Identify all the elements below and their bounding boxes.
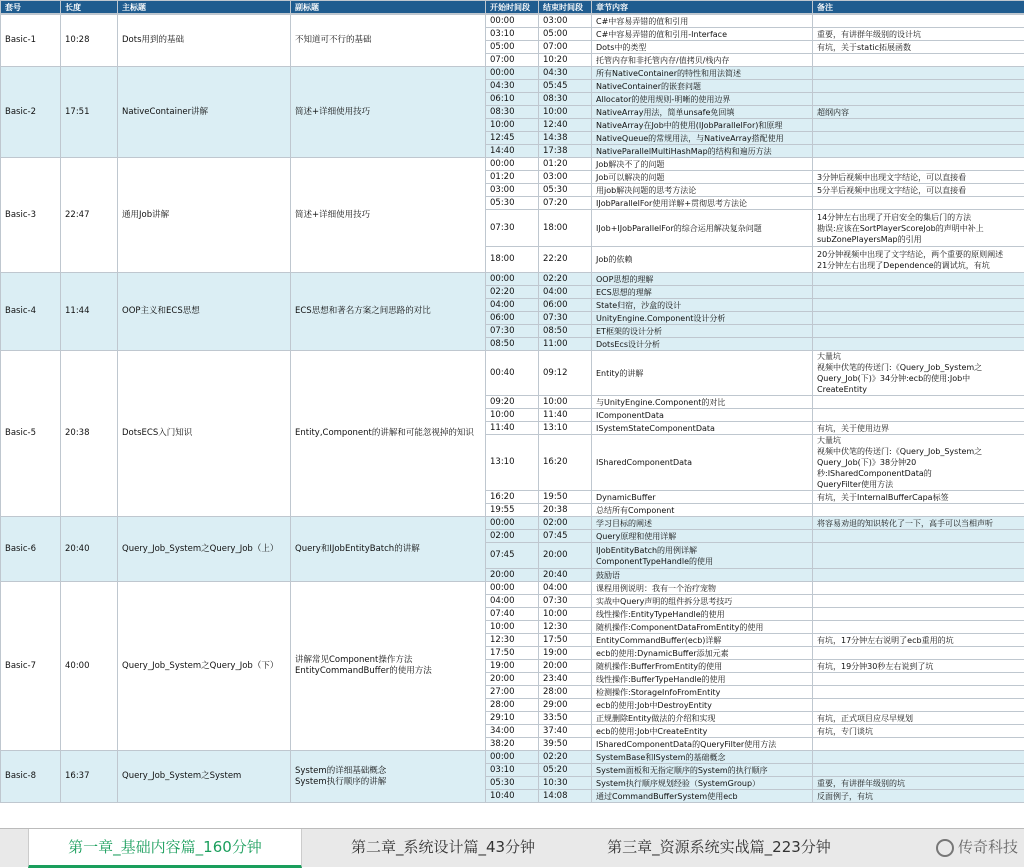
note-cell[interactable]	[813, 504, 1024, 517]
start-time-cell[interactable]: 05:00	[486, 41, 539, 54]
note-cell[interactable]	[813, 621, 1024, 634]
header-cell[interactable]: 副标题	[291, 1, 486, 14]
note-cell[interactable]	[813, 543, 1024, 569]
start-time-cell[interactable]: 01:20	[486, 171, 539, 184]
note-cell[interactable]	[813, 312, 1024, 325]
content-cell[interactable]: NativeParallelMultiHashMap的结构和遍历方法	[592, 145, 813, 158]
content-cell[interactable]: IJob+IJobParallelFor的综合运用解决复杂问题	[592, 210, 813, 247]
note-cell[interactable]	[813, 80, 1024, 93]
note-cell[interactable]	[813, 93, 1024, 106]
content-cell[interactable]: UnityEngine.Component设计分析	[592, 312, 813, 325]
content-cell[interactable]: SystemBase和ISystem的基础概念	[592, 751, 813, 764]
start-time-cell[interactable]: 02:20	[486, 286, 539, 299]
table-row	[1, 67, 1024, 80]
group-id-cell[interactable]: Basic-8	[1, 751, 61, 803]
end-time-cell[interactable]: 04:00	[539, 286, 592, 299]
content-cell[interactable]: 课程用例说明：我有一个治疗宠物	[592, 582, 813, 595]
start-time-cell[interactable]: 00:00	[486, 15, 539, 28]
note-cell[interactable]: 反面例子，有坑	[813, 790, 1024, 803]
start-time-cell[interactable]: 06:10	[486, 93, 539, 106]
content-cell[interactable]: Allocator的使用规则-明晰的使用边界	[592, 93, 813, 106]
length-cell[interactable]: 20:38	[61, 351, 118, 517]
header-row	[1, 1, 1024, 14]
watermark	[936, 828, 1018, 866]
content-cell[interactable]: ISharedComponentData的QueryFilter使用方法	[592, 738, 813, 751]
start-time-cell[interactable]: 07:45	[486, 543, 539, 569]
note-cell[interactable]: 3分钟后视频中出现文字结论，可以直接看	[813, 171, 1024, 184]
end-time-cell[interactable]: 04:00	[539, 582, 592, 595]
note-cell[interactable]: 重要，有讲群年级别的设计坑	[813, 28, 1024, 41]
note-cell[interactable]	[813, 595, 1024, 608]
end-time-cell[interactable]: 12:40	[539, 119, 592, 132]
end-time-cell[interactable]: 20:00	[539, 543, 592, 569]
content-cell[interactable]: ISystemStateComponentData	[592, 422, 813, 435]
end-time-cell[interactable]: 06:00	[539, 299, 592, 312]
subtitle-cell[interactable]: Query和IJobEntityBatch的讲解	[291, 517, 486, 582]
length-cell[interactable]: 22:47	[61, 158, 118, 273]
title-cell[interactable]: Dots用到的基础	[118, 15, 291, 67]
content-cell[interactable]: 检测操作:StorageInfoFromEntity	[592, 686, 813, 699]
content-cell[interactable]: IJobEntityBatch的用例详解 ComponentTypeHandle的使用	[592, 543, 813, 569]
course-group	[1, 517, 1024, 582]
start-time-cell[interactable]: 00:00	[486, 158, 539, 171]
note-cell[interactable]: 有坑，关于InternalBufferCapa标签	[813, 491, 1024, 504]
start-time-cell[interactable]: 08:50	[486, 338, 539, 351]
note-cell[interactable]	[813, 54, 1024, 67]
content-cell[interactable]: 托管内存和非托管内存/值拷贝/栈内存	[592, 54, 813, 67]
group-id-cell[interactable]: Basic-3	[1, 158, 61, 273]
start-time-cell[interactable]: 07:40	[486, 608, 539, 621]
start-time-cell[interactable]: 10:00	[486, 621, 539, 634]
content-cell[interactable]: Entity的讲解	[592, 351, 813, 396]
note-cell[interactable]: 将容易劝退的知识转化了一下，高手可以当相声听	[813, 517, 1024, 530]
end-time-cell[interactable]: 20:40	[539, 569, 592, 582]
end-time-cell[interactable]: 02:20	[539, 273, 592, 286]
end-time-cell[interactable]: 28:00	[539, 686, 592, 699]
note-cell[interactable]	[813, 119, 1024, 132]
end-time-cell[interactable]: 18:00	[539, 210, 592, 247]
note-cell[interactable]	[813, 325, 1024, 338]
table-row	[1, 351, 1024, 396]
length-cell[interactable]: 20:40	[61, 517, 118, 582]
title-cell[interactable]: Query_Job_System之Query_Job（下）	[118, 582, 291, 751]
start-time-cell[interactable]: 20:00	[486, 673, 539, 686]
length-cell[interactable]: 11:44	[61, 273, 118, 351]
note-cell[interactable]	[813, 530, 1024, 543]
end-time-cell[interactable]: 14:08	[539, 790, 592, 803]
end-time-cell[interactable]: 23:40	[539, 673, 592, 686]
course-group	[1, 158, 1024, 273]
note-cell[interactable]	[813, 751, 1024, 764]
subtitle-cell[interactable]: Entity,Component的讲解和可能忽视掉的知识	[291, 351, 486, 517]
group-id-cell[interactable]: Basic-7	[1, 582, 61, 751]
end-time-cell[interactable]: 09:12	[539, 351, 592, 396]
sheet-tab-bar	[0, 828, 1024, 867]
content-cell[interactable]: 与UnityEngine.Component的对比	[592, 396, 813, 409]
end-time-cell[interactable]: 01:20	[539, 158, 592, 171]
start-time-cell[interactable]: 13:10	[486, 435, 539, 491]
note-cell[interactable]	[813, 197, 1024, 210]
content-cell[interactable]: System面板和无指定顺序的System的执行顺序	[592, 764, 813, 777]
course-group	[1, 582, 1024, 751]
start-time-cell[interactable]: 07:30	[486, 210, 539, 247]
note-cell[interactable]: 有坑，专门谈坑	[813, 725, 1024, 738]
start-time-cell[interactable]: 05:30	[486, 197, 539, 210]
start-time-cell[interactable]: 34:00	[486, 725, 539, 738]
note-cell[interactable]: 有坑，关于使用边界	[813, 422, 1024, 435]
header-cell[interactable]: 结束时间段	[539, 1, 592, 14]
end-time-cell[interactable]: 05:45	[539, 80, 592, 93]
content-cell[interactable]: ECS思想的理解	[592, 286, 813, 299]
content-cell[interactable]: 通过CommandBufferSystem使用ecb	[592, 790, 813, 803]
start-time-cell[interactable]: 10:00	[486, 119, 539, 132]
content-cell[interactable]: 鼓励语	[592, 569, 813, 582]
end-time-cell[interactable]: 14:38	[539, 132, 592, 145]
end-time-cell[interactable]: 33:50	[539, 712, 592, 725]
note-cell[interactable]	[813, 15, 1024, 28]
note-cell[interactable]	[813, 286, 1024, 299]
content-cell[interactable]: IComponentData	[592, 409, 813, 422]
content-cell[interactable]: NativeQueue的常规用法，与NativeArray搭配使用	[592, 132, 813, 145]
start-time-cell[interactable]: 00:00	[486, 67, 539, 80]
table-row	[1, 751, 1024, 764]
end-time-cell[interactable]: 19:50	[539, 491, 592, 504]
start-time-cell[interactable]: 18:00	[486, 247, 539, 273]
content-cell[interactable]: 学习目标的阐述	[592, 517, 813, 530]
length-cell[interactable]: 10:28	[61, 15, 118, 67]
content-cell[interactable]: DynamicBuffer	[592, 491, 813, 504]
start-time-cell[interactable]: 28:00	[486, 699, 539, 712]
note-cell[interactable]	[813, 699, 1024, 712]
length-cell[interactable]: 16:37	[61, 751, 118, 803]
note-cell[interactable]	[813, 582, 1024, 595]
end-time-cell[interactable]: 17:50	[539, 634, 592, 647]
note-cell[interactable]: 5分半后视频中出现文字结论，可以直接看	[813, 184, 1024, 197]
title-cell[interactable]: OOP主义和ECS思想	[118, 273, 291, 351]
subtitle-cell[interactable]: 简述+详细使用技巧	[291, 67, 486, 158]
start-time-cell[interactable]: 20:00	[486, 569, 539, 582]
end-time-cell[interactable]: 13:10	[539, 422, 592, 435]
content-cell[interactable]: ecb的使用:DynamicBuffer添加元素	[592, 647, 813, 660]
content-cell[interactable]: ecb的使用:Job中DestroyEntity	[592, 699, 813, 712]
content-cell[interactable]: Job可以解决的问题	[592, 171, 813, 184]
content-cell[interactable]: System执行顺序规划经验（SystemGroup）	[592, 777, 813, 790]
content-cell[interactable]: 总结所有Component	[592, 504, 813, 517]
sheet-tab-1[interactable]: 第一章_基础内容篇_160分钟	[28, 829, 302, 868]
end-time-cell[interactable]: 07:45	[539, 530, 592, 543]
start-time-cell[interactable]: 02:00	[486, 530, 539, 543]
content-cell[interactable]: 实战中Query声明的组件拆分思考技巧	[592, 595, 813, 608]
start-time-cell[interactable]: 03:10	[486, 28, 539, 41]
note-cell[interactable]: 14分钟左右出现了开启安全的集后门的方法 勘误:应该在SortPlayerScoreJob的声明中补上 subZonePlayersMap的引用	[813, 210, 1024, 247]
length-cell[interactable]: 40:00	[61, 582, 118, 751]
content-cell[interactable]: NativeContainer的嵌套问题	[592, 80, 813, 93]
course-group	[1, 751, 1024, 803]
end-time-cell[interactable]: 19:00	[539, 647, 592, 660]
start-time-cell[interactable]: 06:00	[486, 312, 539, 325]
start-time-cell[interactable]: 00:40	[486, 351, 539, 396]
note-cell[interactable]: 有坑，17分钟左右说明了ecb重用的坑	[813, 634, 1024, 647]
note-cell[interactable]: 20分钟视频中出现了文字结论，两个重要的原则阐述 21分钟左右出现了Dependence的调试坑，有坑	[813, 247, 1024, 273]
note-cell[interactable]: 有坑，正式项目应尽早规划	[813, 712, 1024, 725]
end-time-cell[interactable]: 10:20	[539, 54, 592, 67]
subtitle-cell[interactable]: 简述+详细使用技巧	[291, 158, 486, 273]
start-time-cell[interactable]: 07:00	[486, 54, 539, 67]
content-cell[interactable]: 用job解决问题的思考方法论	[592, 184, 813, 197]
note-cell[interactable]: 大量坑 视频中伏笔的传送门:《Query_Job_System之 Query_Job(下)》34分钟:ecb的使用:Job中CreateEntity	[813, 351, 1024, 396]
end-time-cell[interactable]: 16:20	[539, 435, 592, 491]
end-time-cell[interactable]: 07:20	[539, 197, 592, 210]
table-row	[1, 517, 1024, 530]
sheet-tab-3[interactable]: 第三章_资源系统实战篇_223分钟	[584, 829, 854, 865]
content-cell[interactable]: OOP思想的理解	[592, 273, 813, 286]
subtitle-cell[interactable]: 不知道可不行的基础	[291, 15, 486, 67]
start-time-cell[interactable]: 10:40	[486, 790, 539, 803]
table-row	[1, 158, 1024, 171]
start-time-cell[interactable]: 08:30	[486, 106, 539, 119]
group-id-cell[interactable]: Basic-6	[1, 517, 61, 582]
note-cell[interactable]	[813, 299, 1024, 312]
note-cell[interactable]	[813, 132, 1024, 145]
content-cell[interactable]: NativeArray在Job中的使用(IJobParallelFor)和原理	[592, 119, 813, 132]
eye-icon	[936, 839, 954, 857]
header-cell[interactable]: 主标题	[118, 1, 291, 14]
content-cell[interactable]: Dots中的类型	[592, 41, 813, 54]
end-time-cell[interactable]: 20:00	[539, 660, 592, 673]
start-time-cell[interactable]: 00:00	[486, 582, 539, 595]
note-cell[interactable]	[813, 686, 1024, 699]
content-cell[interactable]: Job解决不了的问题	[592, 158, 813, 171]
note-cell[interactable]	[813, 647, 1024, 660]
start-time-cell[interactable]: 04:30	[486, 80, 539, 93]
watermark-text: 传奇科技	[958, 838, 1018, 856]
course-body	[0, 14, 1024, 803]
content-cell[interactable]: ET框架的设计分析	[592, 325, 813, 338]
start-time-cell[interactable]: 07:30	[486, 325, 539, 338]
note-cell[interactable]: 大量坑 视频中伏笔的传送门:《Query_Job_System之 Query_Job(下)》38分钟20秒:ISharedComponentData的 QueryFilter使用方法	[813, 435, 1024, 491]
content-cell[interactable]: Job的依赖	[592, 247, 813, 273]
course-group	[1, 351, 1024, 517]
content-cell[interactable]: Query原理和使用详解	[592, 530, 813, 543]
end-time-cell[interactable]: 10:00	[539, 396, 592, 409]
content-cell[interactable]: State归宿，沙盒的设计	[592, 299, 813, 312]
group-id-cell[interactable]: Basic-5	[1, 351, 61, 517]
group-id-cell[interactable]: Basic-4	[1, 273, 61, 351]
start-time-cell[interactable]: 00:00	[486, 517, 539, 530]
start-time-cell[interactable]: 12:30	[486, 634, 539, 647]
course-group	[1, 15, 1024, 67]
content-cell[interactable]: 线性操作:EntityTypeHandle的使用	[592, 608, 813, 621]
length-cell[interactable]: 17:51	[61, 67, 118, 158]
title-cell[interactable]: Query_Job_System之Query_Job（上）	[118, 517, 291, 582]
end-time-cell[interactable]: 10:00	[539, 608, 592, 621]
end-time-cell[interactable]: 39:50	[539, 738, 592, 751]
note-cell[interactable]	[813, 764, 1024, 777]
note-cell[interactable]: 有坑，19分钟30秒左右说到了坑	[813, 660, 1024, 673]
note-cell[interactable]: 有坑，关于static拓展函数	[813, 41, 1024, 54]
title-cell[interactable]: DotsECS入门知识	[118, 351, 291, 517]
end-time-cell[interactable]: 03:00	[539, 171, 592, 184]
start-time-cell[interactable]: 09:20	[486, 396, 539, 409]
note-cell[interactable]	[813, 67, 1024, 80]
subtitle-cell[interactable]: System的详细基础概念 System执行顺序的讲解	[291, 751, 486, 803]
end-time-cell[interactable]: 02:00	[539, 517, 592, 530]
end-time-cell[interactable]: 05:20	[539, 764, 592, 777]
subtitle-cell[interactable]: 讲解常见Component操作方法 EntityCommandBuffer的使用方法	[291, 582, 486, 751]
start-time-cell[interactable]: 19:00	[486, 660, 539, 673]
note-cell[interactable]	[813, 409, 1024, 422]
end-time-cell[interactable]: 08:50	[539, 325, 592, 338]
start-time-cell[interactable]: 27:00	[486, 686, 539, 699]
content-cell[interactable]: C#中容易弄错的值和引用	[592, 15, 813, 28]
end-time-cell[interactable]: 07:30	[539, 595, 592, 608]
table-row	[1, 273, 1024, 286]
end-time-cell[interactable]: 20:38	[539, 504, 592, 517]
course-group	[1, 67, 1024, 158]
header-cell[interactable]: 开始时间段	[486, 1, 539, 14]
end-time-cell[interactable]: 07:30	[539, 312, 592, 325]
start-time-cell[interactable]: 17:50	[486, 647, 539, 660]
end-time-cell[interactable]: 05:00	[539, 28, 592, 41]
start-time-cell[interactable]: 16:20	[486, 491, 539, 504]
end-time-cell[interactable]: 10:00	[539, 106, 592, 119]
end-time-cell[interactable]: 03:00	[539, 15, 592, 28]
table-row	[1, 582, 1024, 595]
note-cell[interactable]	[813, 396, 1024, 409]
sheet-tab-2[interactable]: 第二章_系统设计篇_43分钟	[318, 829, 568, 865]
start-time-cell[interactable]: 03:10	[486, 764, 539, 777]
start-time-cell[interactable]: 29:10	[486, 712, 539, 725]
end-time-cell[interactable]: 08:30	[539, 93, 592, 106]
start-time-cell[interactable]: 14:40	[486, 145, 539, 158]
header-cell[interactable]: 章节内容	[592, 1, 813, 14]
title-cell[interactable]: Query_Job_System之System	[118, 751, 291, 803]
note-cell[interactable]: 超纲内容	[813, 106, 1024, 119]
start-time-cell[interactable]: 00:00	[486, 751, 539, 764]
content-cell[interactable]: C#中容易弄错的值和引用-Interface	[592, 28, 813, 41]
subtitle-cell[interactable]: ECS思想和著名方案之间思路的对比	[291, 273, 486, 351]
end-time-cell[interactable]: 22:20	[539, 247, 592, 273]
header-cell[interactable]: 套号	[1, 1, 61, 14]
note-cell[interactable]: 重要，有讲群年级别的坑	[813, 777, 1024, 790]
header-cell[interactable]: 长度	[61, 1, 118, 14]
content-cell[interactable]: 正规删除Entity做法的介绍和实现	[592, 712, 813, 725]
note-cell[interactable]	[813, 569, 1024, 582]
end-time-cell[interactable]: 05:30	[539, 184, 592, 197]
content-cell[interactable]: NativeArray用法，简单unsafe免回填	[592, 106, 813, 119]
note-cell[interactable]	[813, 608, 1024, 621]
start-time-cell[interactable]: 10:00	[486, 409, 539, 422]
start-time-cell[interactable]: 03:00	[486, 184, 539, 197]
end-time-cell[interactable]: 07:00	[539, 41, 592, 54]
content-cell[interactable]: 所有NativeContainer的特性和用法简述	[592, 67, 813, 80]
end-time-cell[interactable]: 04:30	[539, 67, 592, 80]
end-time-cell[interactable]: 10:30	[539, 777, 592, 790]
start-time-cell[interactable]: 04:00	[486, 595, 539, 608]
end-time-cell[interactable]: 11:00	[539, 338, 592, 351]
start-time-cell[interactable]: 19:55	[486, 504, 539, 517]
end-time-cell[interactable]: 37:40	[539, 725, 592, 738]
content-cell[interactable]: 随机操作:BufferFromEntity的使用	[592, 660, 813, 673]
content-cell[interactable]: 线性操作:BufferTypeHandle的使用	[592, 673, 813, 686]
start-time-cell[interactable]: 12:45	[486, 132, 539, 145]
note-cell[interactable]	[813, 673, 1024, 686]
content-cell[interactable]: ecb的使用:Job中CreateEntity	[592, 725, 813, 738]
start-time-cell[interactable]: 00:00	[486, 273, 539, 286]
header-cell[interactable]: 备注	[813, 1, 1024, 14]
course-group	[1, 273, 1024, 351]
start-time-cell[interactable]: 04:00	[486, 299, 539, 312]
end-time-cell[interactable]: 29:00	[539, 699, 592, 712]
content-cell[interactable]: IJobParallelFor使用详解+贯彻思考方法论	[592, 197, 813, 210]
start-time-cell[interactable]: 38:20	[486, 738, 539, 751]
end-time-cell[interactable]: 12:30	[539, 621, 592, 634]
note-cell[interactable]	[813, 145, 1024, 158]
content-cell[interactable]: ISharedComponentData	[592, 435, 813, 491]
end-time-cell[interactable]: 11:40	[539, 409, 592, 422]
note-cell[interactable]	[813, 338, 1024, 351]
group-id-cell[interactable]: Basic-2	[1, 67, 61, 158]
end-time-cell[interactable]: 02:20	[539, 751, 592, 764]
content-cell[interactable]: DotsEcs设计分析	[592, 338, 813, 351]
title-cell[interactable]: 通用Job讲解	[118, 158, 291, 273]
course-table	[0, 0, 1024, 14]
group-id-cell[interactable]: Basic-1	[1, 15, 61, 67]
table-row	[1, 15, 1024, 28]
content-cell[interactable]: 随机操作:ComponentDataFromEntity的使用	[592, 621, 813, 634]
note-cell[interactable]	[813, 273, 1024, 286]
end-time-cell[interactable]: 17:38	[539, 145, 592, 158]
start-time-cell[interactable]: 05:30	[486, 777, 539, 790]
start-time-cell[interactable]: 11:40	[486, 422, 539, 435]
note-cell[interactable]	[813, 158, 1024, 171]
content-cell[interactable]: EntityCommandBuffer(ecb)详解	[592, 634, 813, 647]
title-cell[interactable]: NativeContainer讲解	[118, 67, 291, 158]
note-cell[interactable]	[813, 738, 1024, 751]
